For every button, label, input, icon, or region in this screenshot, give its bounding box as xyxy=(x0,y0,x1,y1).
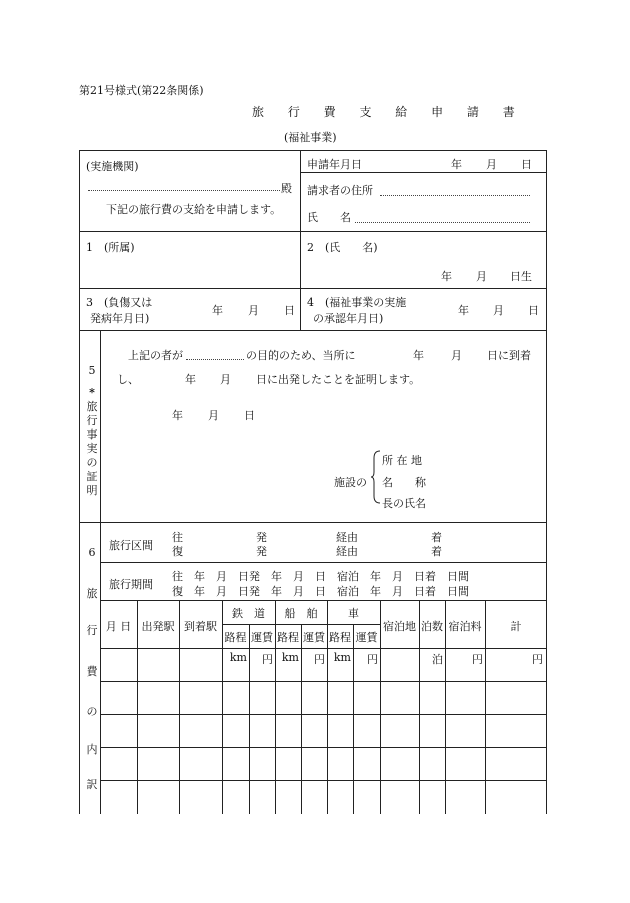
injury-label-2: 発病年月日) xyxy=(90,312,150,325)
welfare-label-2: の承認年月日) xyxy=(313,312,384,325)
agency-label: (実施機関) xyxy=(86,160,139,173)
section5-star: * xyxy=(89,386,95,399)
injury-label-1: 3 (負傷又は xyxy=(86,296,153,309)
section6-number: 6 xyxy=(88,546,96,559)
form-number: 第21号様式(第22条関係) xyxy=(79,84,204,97)
section5-vertical-label: 旅行事実の証明 xyxy=(86,400,98,497)
form-subtitle: (福祉事業) xyxy=(284,131,337,144)
affiliation-label: 1 (所属) xyxy=(86,241,135,254)
welfare-label-1: 4 (福祉事業の実施 xyxy=(307,296,407,309)
section5-number: 5 xyxy=(88,364,96,377)
name-label: 2 (氏 名) xyxy=(307,241,378,254)
applicant-name-label: 氏 名 xyxy=(307,211,351,224)
form-title: 旅 行 費 支 給 申 請 書 xyxy=(252,105,525,119)
period-label: 旅行期間 xyxy=(109,578,153,591)
facility-brace-icon xyxy=(370,450,382,504)
facility-prefix: 施設の xyxy=(334,476,367,489)
birth-suffix: 日生 xyxy=(510,270,532,283)
honorific: 殿 xyxy=(281,182,292,195)
applicant-address-label: 請求者の住所 xyxy=(307,184,373,197)
route-label: 旅行区間 xyxy=(109,539,153,552)
application-date-label: 申請年月日 xyxy=(307,158,362,171)
request-text: 下記の旅行費の支給を申請します。 xyxy=(106,203,282,216)
